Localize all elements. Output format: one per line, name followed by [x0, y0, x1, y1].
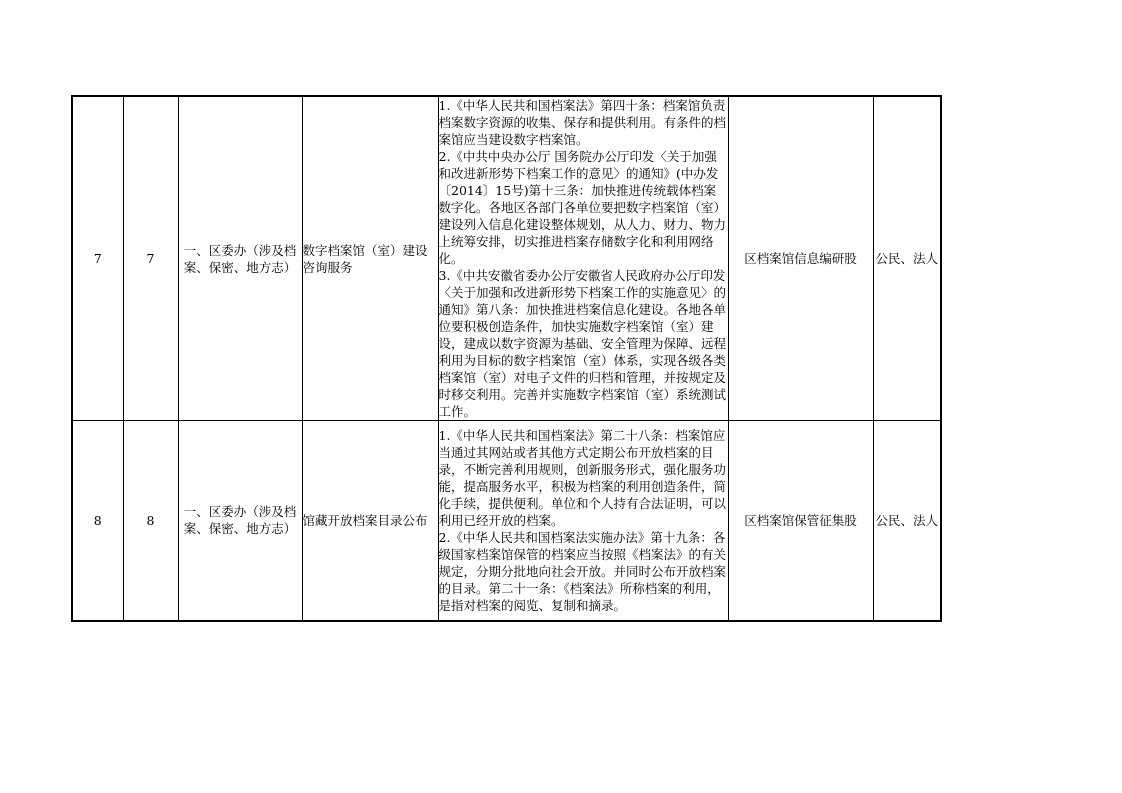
legal-basis-clause: 2.《中共中央办公厅 国务院办公厅印发〈关于加强和改进新形势下档案工作的意见〉的通知》(中办发〔2014〕15号)第十三条：加快推进传统载体档案数字化。各地区各部门各单位要把数字档案馆（室）建设列入信息化建设整体规划，从人力、财力、物力上统筹安排，切实推进档案存储数字化和利用网络化。 — [438, 149, 727, 266]
responsible-unit-cell: 区档案馆信息编研股 — [728, 96, 873, 421]
legal-basis-cell — [438, 96, 728, 421]
row-seq-cell: 8 — [72, 421, 123, 621]
department-cell: 一、区委办（涉及档案、保密、地方志） — [178, 96, 302, 421]
legal-basis-clause: 1.《中华人民共和国档案法》第二十八条：档案馆应当通过其网站或者其他方式定期公布开放档案的目录，不断完善利用规则，创新服务形式，强化服务功能，提高服务水平，积极为档案的利用创造条件，简化手续，提供便利。单位和个人持有合法证明，可以利用已经开放的档案。 — [438, 427, 727, 528]
table-row — [72, 96, 941, 421]
row-number-cell: 7 — [123, 96, 178, 421]
service-table — [71, 95, 942, 622]
department-cell: 一、区委办（涉及档案、保密、地方志） — [178, 421, 302, 621]
legal-basis-clause: 1.《中华人民共和国档案法》第四十条：档案馆负责档案数字资源的收集、保存和提供利用。有条件的档案馆应当建设数字档案馆。 — [438, 98, 727, 147]
responsible-unit-cell: 区档案馆保管征集股 — [728, 421, 873, 621]
row-number-cell: 8 — [123, 421, 178, 621]
row-seq-cell: 7 — [72, 96, 123, 421]
service-target-cell: 公民、法人 — [873, 96, 941, 421]
table-row — [72, 421, 941, 621]
legal-basis-clause: 2.《中华人民共和国档案法实施办法》第十九条：各级国家档案馆保管的档案应当按照《档案法》的有关规定，分期分批地向社会开放。并同时公布开放档案的目录。第二十一条：《档案法》所称档案的利用，是指对档案的阅览、复制和摘录。 — [438, 529, 727, 613]
service-target-cell: 公民、法人 — [873, 421, 941, 621]
service-item-cell: 数字档案馆（室）建设咨询服务 — [302, 96, 438, 421]
service-item-cell: 馆藏开放档案目录公布 — [302, 421, 438, 621]
legal-basis-cell — [438, 421, 728, 621]
legal-basis-clause: 3.《中共安徽省委办公厅安徽省人民政府办公厅印发〈关于加强和改进新形势下档案工作的实施意见〉的通知》第八条：加快推进档案信息化建设。各地各单位要积极创造条件，加快实施数字档案馆（室）建设，建成以数字资源为基础、安全管理为保障、远程利用为目标的数字档案馆（室）体系，实现各级各类档案馆（室）对电子文件的归档和管理，并按规定及时移交利用。完善并实施数字档案馆（室）系统测试工作。 — [438, 268, 727, 419]
